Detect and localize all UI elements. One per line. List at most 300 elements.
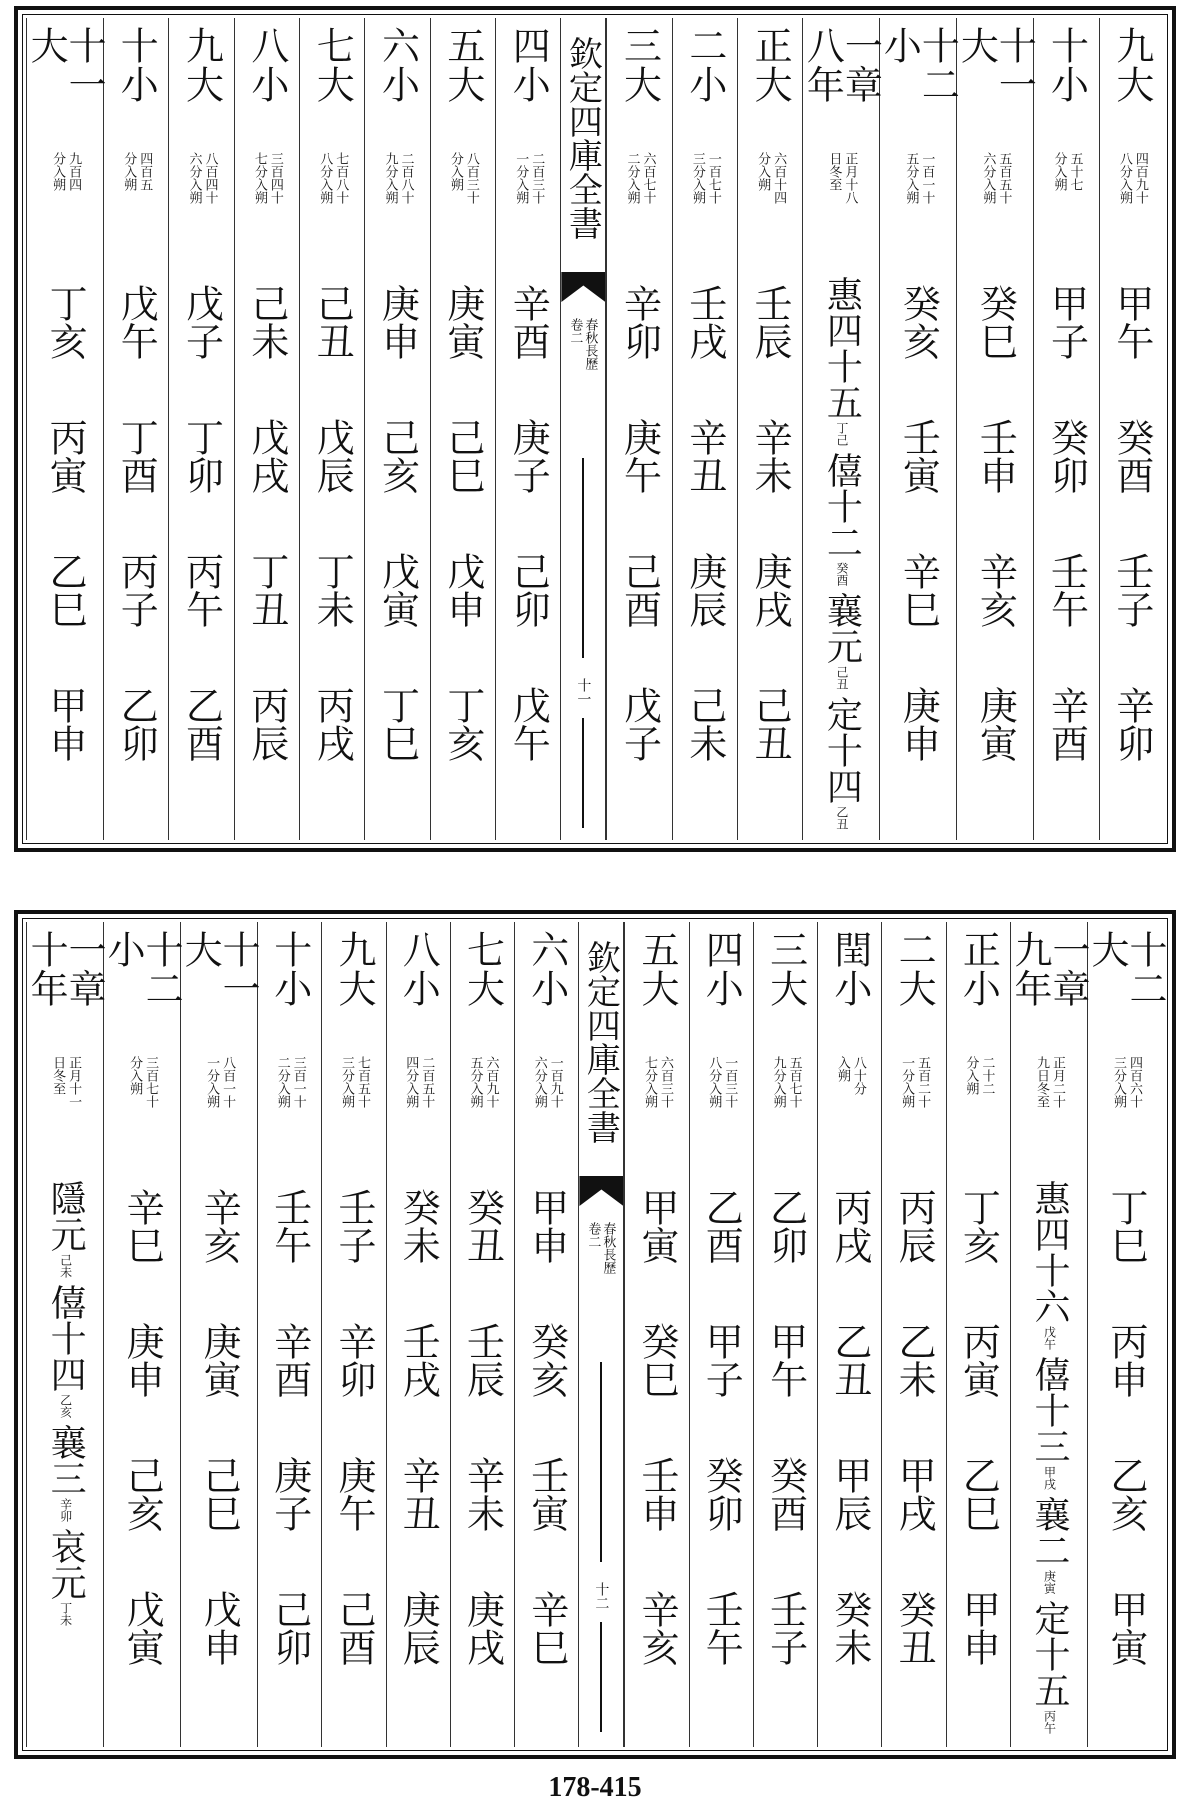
reign-year: 隱元 [45,1180,87,1252]
month-column [954,18,1037,840]
ganzhi-value: 乙酉 [179,686,224,762]
month-heading: 十二小 [101,930,184,1008]
month-column [881,922,945,1747]
ganzhi-value: 辛亥 [635,1590,680,1666]
book-subtitle-line: 春秋長歷 [582,318,598,370]
ganzhi-value: 丙戌 [310,686,355,762]
ganzhi-value: 丙申 [1104,1322,1148,1398]
month-note [1051,152,1083,272]
month-note-line: 日冬至 [826,152,842,191]
ganzhi-value: 丁巳 [375,686,420,762]
ganzhi-value: 癸卯 [1044,418,1089,494]
month-heading: 八小 [244,26,289,104]
ganzhi-value: 庚申 [375,284,420,360]
month-note-line: 七分入朔 [642,1056,658,1108]
ganzhi-value: 丙辰 [244,686,289,762]
month-column [321,922,385,1747]
bottom-calendar-columns [24,922,1167,1747]
month-column [24,18,107,840]
month-column [1008,922,1090,1747]
month-note [962,1056,994,1176]
month-note-line: 二十二 [979,1056,995,1095]
month-note-line: 三百一十 [290,1056,306,1108]
month-column [514,922,578,1747]
month-heading: 十一大 [178,930,261,1008]
month-column [800,18,883,840]
ganzhi-value: 癸亥 [524,1322,569,1398]
month-column [299,18,364,840]
month-note-line: 七分入朔 [251,152,267,204]
month-note-line: 五分入朔 [467,1056,483,1108]
reign-year: 僖十三 [1029,1356,1070,1464]
month-note-line: 四百九十 [1132,152,1148,204]
ganzhi-value: 庚戌 [748,552,793,628]
month-note-line: 日冬至 [50,1056,66,1095]
ganzhi-value: 己酉 [617,552,662,628]
month-column [364,18,429,840]
ganzhi-value: 乙丑 [827,1322,872,1398]
ganzhi-value: 丙寅 [956,1322,1001,1398]
month-note-line: 四分入朔 [403,1056,419,1108]
month-note-line: 八十分 [850,1056,866,1095]
month-note-line: 正月十一 [66,1056,82,1108]
month-column [234,18,299,840]
ganzhi-value: 庚辰 [682,552,727,628]
ganzhi-value: 己丑 [748,686,793,762]
ganzhi-value: 辛巳 [524,1590,569,1666]
fishtail-ornament [579,1176,623,1206]
month-note [512,152,544,272]
ganzhi-value: 乙卯 [763,1188,808,1264]
month-heading: 八小 [396,930,441,1008]
month-note-line: 六分入朔 [531,1056,547,1108]
ganzhi-value: 壬辰 [748,284,793,360]
ganzhi-value: 己未 [682,686,727,762]
month-heading: 一章八年 [800,26,883,104]
book-subtitle-line: 卷二 [585,1222,601,1248]
month-note-line: 七百五十 [354,1056,370,1108]
month-note [1116,152,1148,272]
ganzhi-value: 癸丑 [460,1188,505,1264]
ganzhi-value: 戊寅 [375,552,420,628]
month-note [447,152,479,272]
ganzhi-value: 乙未 [892,1322,937,1398]
reign-year: 襄三 [45,1424,87,1496]
month-note [203,1056,235,1176]
ganzhi-value: 庚申 [896,686,941,762]
month-note-line: 九日冬至 [1034,1056,1049,1108]
reign-ganzhi: 甲戌 [1042,1466,1057,1490]
ganzhi-value: 己亥 [120,1456,165,1532]
ganzhi-value: 己巳 [197,1456,242,1532]
month-heading: 三大 [617,26,662,104]
book-subtitle [585,1222,615,1274]
month-heading: 四小 [506,26,551,104]
month-heading: 九大 [179,26,224,104]
ganzhi-value: 壬子 [763,1590,808,1666]
month-column [1099,18,1164,840]
ganzhi-value: 庚子 [506,418,551,494]
month-note-line: 三百四十 [267,152,283,204]
ganzhi-value: 癸未 [827,1590,872,1666]
month-heading: 五大 [440,26,485,104]
month-note-line: 正月十八 [842,152,858,204]
reign-ganzhi: 辛卯 [58,1498,73,1522]
month-heading: 九大 [1109,26,1154,104]
month-column [877,18,960,840]
month-note-line: 二百八十 [398,152,414,204]
book-title: 欽定四庫全書 [580,940,621,1144]
ganzhi-value: 庚戌 [460,1590,505,1666]
bottom-page-panel [14,910,1176,1759]
month-column [430,18,495,840]
ganzhi-value: 辛巳 [120,1188,165,1264]
month-heading: 十小 [267,930,312,1008]
month-heading: 四小 [699,930,744,1008]
month-column [24,922,107,1747]
month-note [641,1056,673,1176]
month-note-line: 五分入朔 [903,152,919,204]
ganzhi-value: 戊申 [197,1590,242,1666]
ganzhi-value: 戊申 [440,552,485,628]
month-note [979,152,1011,272]
month-heading: 正小 [956,930,1001,1008]
month-note-line: 八分入朔 [706,1056,722,1108]
month-note [902,152,934,272]
month-note [1033,1056,1065,1176]
ganzhi-value: 辛酉 [1044,686,1089,762]
ganzhi-value: 壬午 [699,1590,744,1666]
ganzhi-value: 庚辰 [396,1590,441,1666]
ganzhi-value: 庚寅 [440,284,485,360]
month-heading: 六小 [524,930,569,1008]
ganzhi-value: 庚寅 [197,1322,242,1398]
month-note-line: 六百十四 [771,152,787,204]
reign-ganzhi: 己丑 [834,666,849,690]
ganzhi-value: 戊子 [179,284,224,360]
month-note [402,1056,434,1176]
month-heading: 十小 [114,26,159,104]
ganzhi-value: 辛卯 [617,284,662,360]
ganzhi-value: 甲子 [699,1322,744,1398]
ganzhi-value: 甲申 [524,1188,569,1264]
ganzhi-value: 丁卯 [179,418,224,494]
book-subtitle-line: 春秋長歷 [600,1222,616,1274]
ganzhi-value: 甲午 [763,1322,808,1398]
month-note-line: 六百三十 [658,1056,674,1108]
ganzhi-value: 庚午 [617,418,662,494]
reign-ganzhi: 丙午 [1042,1710,1057,1734]
month-note [49,1056,81,1176]
month-note-line: 九分入朔 [382,152,398,204]
ganzhi-value: 癸酉 [763,1456,808,1532]
center-rule [600,1362,602,1562]
month-heading: 二大 [892,930,937,1008]
month-column [178,922,261,1747]
month-note-line: 分入朔 [50,152,66,191]
month-note [120,152,152,272]
month-heading: 七大 [310,26,355,104]
month-note [898,1056,930,1176]
month-note-line: 六分入朔 [980,152,996,204]
reign-ganzhi: 癸酉 [834,562,849,586]
reign-ganzhi: 乙亥 [58,1394,73,1418]
ganzhi-value: 己巳 [440,418,485,494]
ganzhi-value: 癸亥 [896,284,941,360]
reign-year: 襄二 [1029,1496,1070,1568]
reign-year: 僖十二 [821,452,863,560]
month-note [382,152,414,272]
ganzhi-value: 癸巳 [973,284,1018,360]
month-note-line: 一分入朔 [899,1056,915,1108]
month-note [126,1056,158,1176]
month-note-line: 分入朔 [447,152,463,191]
month-note-line: 分入朔 [963,1056,979,1095]
month-note [689,152,721,272]
month-heading: 六小 [375,26,420,104]
month-note [49,152,81,272]
ganzhi-value: 辛亥 [197,1188,242,1264]
month-note [467,1056,499,1176]
month-note-line: 正月二十 [1050,1056,1065,1108]
ganzhi-value: 甲寅 [1104,1590,1148,1666]
month-note-line: 八百一十 [220,1056,236,1108]
month-column [606,18,671,840]
month-note-line: 入朔 [834,1056,850,1082]
ganzhi-value: 辛未 [748,418,793,494]
month-column [689,922,753,1747]
month-note-line: 一百三十 [722,1056,738,1108]
ganzhi-value: 壬申 [635,1456,680,1532]
month-heading: 一章九年 [1008,930,1090,1008]
reign-year: 惠四十六 [1029,1180,1070,1324]
ganzhi-value: 辛卯 [331,1322,376,1398]
reign-year: 哀元 [45,1528,87,1600]
ganzhi-value: 癸未 [396,1188,441,1264]
month-note-line: 三分入朔 [1111,1056,1126,1108]
month-column [672,18,737,840]
ganzhi-value: 乙卯 [114,686,159,762]
month-column [753,922,817,1747]
month-heading: 七大 [460,930,505,1008]
ganzhi-value: 戊辰 [310,418,355,494]
month-note [186,152,218,272]
ganzhi-value: 丙戌 [827,1188,872,1264]
month-heading: 二小 [682,26,727,104]
ganzhi-value: 壬寅 [896,418,941,494]
month-note-line: 八百三十 [463,152,479,204]
month-note [754,152,786,272]
month-note-line: 五百二十 [915,1056,931,1108]
month-note-line: 分入朔 [121,152,137,191]
month-note-line: 五百五十 [996,152,1012,204]
month-note [770,1056,802,1176]
month-heading: 五大 [635,930,680,1008]
ganzhi-value: 辛丑 [396,1456,441,1532]
center-rule [582,718,584,828]
month-column [1033,18,1098,840]
month-note [316,152,348,272]
reign-ganzhi: 己未 [58,1254,73,1278]
ganzhi-value: 甲辰 [827,1456,872,1532]
ganzhi-value: 壬戌 [682,284,727,360]
month-note-line: 八百四十 [202,152,218,204]
month-note [274,1056,306,1176]
month-note-line: 一百九十 [547,1056,563,1108]
month-column [168,18,233,840]
page-number: 十二 [593,1582,610,1610]
reign-year: 襄元 [821,592,863,664]
reign-ganzhi: 乙丑 [834,806,849,830]
month-column [1085,922,1167,1747]
month-column [624,922,688,1747]
ganzhi-value: 庚寅 [973,686,1018,762]
month-column [817,922,881,1747]
month-note-line: 二百五十 [419,1056,435,1108]
ganzhi-value: 壬戌 [396,1322,441,1398]
ganzhi-value: 甲戌 [892,1456,937,1532]
ganzhi-value: 癸巳 [635,1322,680,1398]
month-column [495,18,560,840]
month-column [946,922,1010,1747]
month-heading: 十二大 [1085,930,1167,1008]
ganzhi-value: 丙午 [179,552,224,628]
month-note [825,152,857,272]
ganzhi-value: 甲午 [1109,284,1154,360]
reign-ganzhi: 庚寅 [1042,1570,1057,1594]
month-heading: 十一大 [954,26,1037,104]
month-note-line: 五百七十 [786,1056,802,1108]
ganzhi-value: 乙巳 [956,1456,1001,1532]
month-column [257,922,321,1747]
ganzhi-value: 己卯 [506,552,551,628]
ganzhi-value: 壬辰 [460,1322,505,1398]
month-note-line: 九百四 [66,152,82,191]
ganzhi-value: 壬申 [973,418,1018,494]
ganzhi-value: 丁亥 [43,284,88,360]
ganzhi-value: 己卯 [267,1590,312,1666]
ganzhi-value: 戊午 [506,686,551,762]
reign-year: 僖十四 [45,1284,87,1392]
month-heading: 正大 [748,26,793,104]
ganzhi-value: 戊寅 [120,1590,165,1666]
ganzhi-value: 丙子 [114,552,159,628]
ganzhi-value: 辛亥 [973,552,1018,628]
book-subtitle-line: 卷二 [567,318,583,344]
reign-ganzhi: 丁己 [834,422,849,446]
month-note [624,152,656,272]
month-note-line: 一百七十 [705,152,721,204]
month-note [705,1056,737,1176]
book-title: 欽定四庫全書 [562,36,603,240]
month-heading: 十一大 [24,26,107,104]
ganzhi-value: 戊子 [617,686,662,762]
month-column [103,18,168,840]
month-note-line: 八分入朔 [317,152,333,204]
month-column [386,922,450,1747]
month-column [737,18,802,840]
month-note-line: 分入朔 [127,1056,143,1095]
month-note-line: 五十七 [1067,152,1083,191]
month-heading: 一章十年 [24,930,107,1008]
ganzhi-value: 庚子 [267,1456,312,1532]
center-rule [600,1622,602,1732]
month-note-line: 一百一十 [919,152,935,204]
month-note-line: 六百九十 [483,1056,499,1108]
month-note-line: 四百六十 [1127,1056,1142,1108]
month-note-line: 九分入朔 [770,1056,786,1108]
month-note-line: 三分入朔 [689,152,705,204]
ganzhi-value: 甲申 [956,1590,1001,1666]
center-rule [582,458,584,658]
ganzhi-value: 戊午 [114,284,159,360]
month-note [251,152,283,272]
ganzhi-value: 壬子 [331,1188,376,1264]
month-note-line: 六百七十 [640,152,656,204]
ganzhi-value: 甲寅 [635,1188,680,1264]
ganzhi-value: 壬午 [267,1188,312,1264]
month-heading: 十小 [1044,26,1089,104]
ganzhi-value: 壬午 [1044,552,1089,628]
ganzhi-value: 辛未 [460,1456,505,1532]
month-note-line: 分入朔 [755,152,771,191]
month-heading: 三大 [763,930,808,1008]
reign-year: 惠四十五 [821,276,863,420]
top-calendar-columns [26,18,1164,840]
reign-ganzhi: 丁未 [58,1602,73,1626]
month-note-line: 三百七十 [143,1056,159,1108]
book-title-center-column [560,18,606,840]
ganzhi-value: 丁酉 [114,418,159,494]
month-note [1110,1056,1142,1176]
month-column [450,922,514,1747]
ganzhi-value: 己未 [244,284,289,360]
ganzhi-value: 庚申 [120,1322,165,1398]
reign-ganzhi: 戊午 [1042,1326,1057,1350]
month-note-line: 四百五 [137,152,153,191]
month-note-line: 分入朔 [1051,152,1067,191]
ganzhi-value: 己亥 [375,418,420,494]
reign-year: 定十四 [821,696,863,804]
ganzhi-value: 癸丑 [892,1590,937,1666]
ganzhi-value: 壬子 [1109,552,1154,628]
ganzhi-value: 辛酉 [506,284,551,360]
ganzhi-value: 甲子 [1044,284,1089,360]
month-note [834,1056,866,1176]
ganzhi-value: 辛巳 [896,552,941,628]
ganzhi-value: 己酉 [331,1590,376,1666]
reign-year: 定十五 [1029,1600,1070,1708]
ganzhi-value: 丁未 [310,552,355,628]
ganzhi-value: 辛酉 [267,1322,312,1398]
ganzhi-value: 辛丑 [682,418,727,494]
month-note-line: 七百八十 [333,152,349,204]
month-note-line: 二分入朔 [624,152,640,204]
ganzhi-value: 丙辰 [892,1188,937,1264]
ganzhi-value: 丁巳 [1104,1188,1148,1264]
ganzhi-value: 庚午 [331,1456,376,1532]
ganzhi-value: 癸卯 [699,1456,744,1532]
ganzhi-value: 丙寅 [43,418,88,494]
month-note-line: 一分入朔 [204,1056,220,1108]
ganzhi-value: 癸酉 [1109,418,1154,494]
book-subtitle [567,318,597,370]
month-note [338,1056,370,1176]
fishtail-ornament [561,272,605,302]
month-note-line: 八分入朔 [1116,152,1132,204]
ganzhi-value: 壬寅 [524,1456,569,1532]
month-note-line: 二分入朔 [274,1056,290,1108]
